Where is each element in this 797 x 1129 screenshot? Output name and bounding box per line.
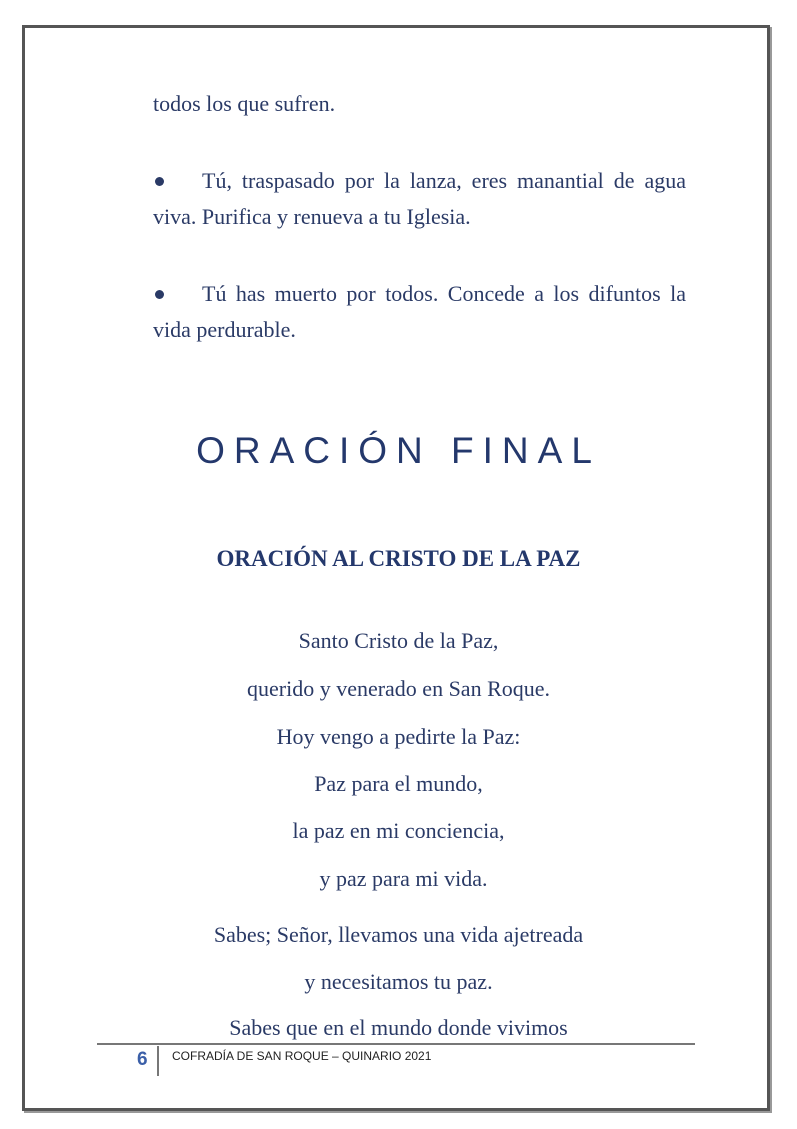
prayer-title: ORACIÓN AL CRISTO DE LA PAZ (216, 546, 581, 571)
verse-line: Sabes que en el mundo donde vivimos (229, 1015, 568, 1040)
bullet-text-1: Tú, traspasado por la lanza, eres manantial de agua viva. Purifica y renueva a tu Iglesia. (153, 168, 686, 229)
verse-line: Santo Cristo de la Paz, (298, 628, 499, 653)
bullet-icon (155, 177, 164, 186)
intro-line: todos los que sufren. (153, 91, 336, 116)
bullet-item-2 (153, 276, 686, 348)
footer-rule (97, 1043, 695, 1045)
verse-line: y necesitamos tu paz. (304, 969, 493, 994)
page-number: 6 (137, 1049, 148, 1070)
verse-line: Hoy vengo a pedirte la Paz: (276, 724, 521, 749)
section-title: ORACIÓN FINAL (196, 430, 601, 471)
footer-separator (157, 1046, 159, 1076)
verse-line: querido y venerado en San Roque. (246, 676, 551, 701)
bullet-item-1 (153, 163, 686, 235)
bullet-text-2: Tú has muerto por todos. Concede a los difuntos la vida perdurable. (153, 281, 686, 342)
footer-text: COFRADÍA DE SAN ROQUE – QUINARIO 2021 (172, 1049, 432, 1063)
verse-line: y paz para mi vida. (319, 866, 488, 891)
bullet-icon (155, 290, 164, 299)
verse-line: Sabes; Señor, llevamos una vida ajetreada (213, 922, 584, 947)
verse-line: Paz para el mundo, (314, 771, 483, 796)
verse-line: la paz en mi conciencia, (292, 818, 505, 843)
